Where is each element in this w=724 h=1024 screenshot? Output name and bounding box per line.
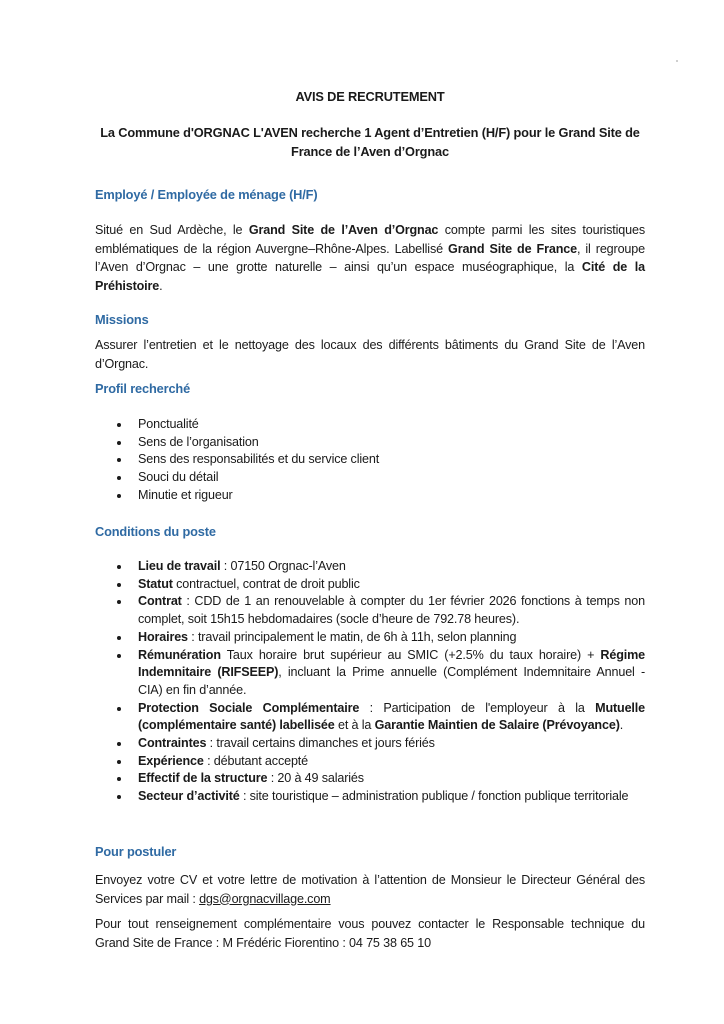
bullet-icon [117,795,121,799]
condition-text: . [619,718,624,733]
missions-heading: Missions [95,312,149,327]
bullet-icon [117,777,121,781]
job-title-heading: Employé / Employée de ménage (H/F) [95,187,318,202]
conditions-list [95,558,645,806]
condition-text: Taux horaire brut supérieur au SMIC (+2.5% du taux horaire) + [220,647,601,662]
condition-text: contractuel, contrat de droit public [172,576,360,591]
condition-label: Secteur d’activité [138,789,240,804]
condition-text: , incluant la Prime annuelle (Complément Indemnitaire Annuel - CIA) en fin d’année. [138,665,645,697]
intro-text: Situé en Sud Ardèche, le [95,223,249,237]
condition-text: : site touristique – administration publique / fonction publique territoriale [239,789,629,804]
postuler-paragraph-1 [95,871,645,908]
condition-secteur [95,788,645,806]
profil-heading: Profil recherché [95,381,191,396]
bullet-icon [117,583,121,587]
condition-text: : Participation de l'employeur à la [359,700,596,715]
subtitle-line-1: La Commune d'ORGNAC L'AVEN recherche 1 Agent d’Entretien (H/F) pour le Grand Site de [100,125,640,140]
intro-text: . [159,278,163,293]
bullet-icon [117,494,121,498]
condition-effectif [95,770,645,788]
postuler-heading: Pour postuler [95,844,177,859]
bullet-icon [117,760,121,764]
bullet-icon [117,441,121,445]
condition-label: Contraintes [138,736,207,751]
condition-lieu [95,558,645,576]
condition-text: : 20 à 49 salariés [267,771,364,786]
bullet-icon [117,458,121,462]
subtitle-line-2: France de l’Aven d’Orgnac [291,144,449,159]
bullet-icon [117,423,121,427]
email-link[interactable]: dgs@orgnacvillage.com [199,891,331,906]
condition-remuneration [95,647,645,700]
intro-bold-cite: Cité de la Préhistoire [95,260,645,293]
condition-contraintes [95,735,645,753]
condition-text: et à la [334,718,375,733]
missions-paragraph: Assurer l’entretien et le nettoyage des locaux des différents bâtiments du Grand Site de l’Aven d’Orgnac. [95,338,645,371]
profil-list [95,416,645,505]
document-title: AVIS DE RECRUTEMENT [295,89,445,104]
bullet-icon [117,600,121,604]
document-subtitle [95,123,645,161]
scan-speck [676,60,678,62]
condition-horaires [95,629,645,647]
intro-paragraph [95,221,645,295]
condition-label: Statut [138,576,173,591]
condition-label: Contrat [138,594,182,609]
intro-bold-site: Grand Site de l’Aven d’Orgnac [248,223,439,237]
intro-bold-label: Grand Site de France [448,241,577,256]
condition-label: Régime Indemnitaire (RIFSEEP) [138,647,645,680]
profil-item [95,469,645,487]
bullet-icon [117,476,121,480]
condition-label: Lieu de travail [138,559,221,573]
profil-item-text: Minutie et rigueur [138,487,233,502]
postuler-text: Envoyez votre CV et votre lettre de motivation à l’attention de Monsieur le Directeur Général des Services par mail : [95,873,645,906]
profil-item-text: Sens de l’organisation [138,434,259,449]
condition-label: Rémunération [138,647,221,662]
condition-experience [95,753,645,771]
condition-contrat [95,593,645,628]
conditions-heading: Conditions du poste [95,524,216,539]
condition-text: : travail certains dimanches et jours fériés [206,736,435,751]
intro-text: compte parmi les sites touristiques emblématiques de la région Auvergne–Rhône-Alpes. Labellisé [95,223,646,256]
condition-label: Expérience [138,753,204,768]
condition-label: Mutuelle (complémentaire santé) labellisée [138,700,645,733]
bullet-icon [117,565,121,569]
condition-label: Garantie Maintien de Salaire (Prévoyance) [374,718,620,733]
condition-text: : débutant accepté [203,753,308,768]
bullet-icon [117,636,121,640]
condition-text: : travail principalement le matin, de 6h à 11h, selon planning [187,629,517,644]
postuler-paragraph-2: Pour tout renseignement complémentaire vous pouvez contacter le Responsable technique du Grand Site de France : M Frédéric Fiorentino : 04 75 38 65 10 [95,917,645,950]
profil-item-text: Sens des responsabilités et du service client [138,452,380,467]
profil-item [95,416,645,434]
condition-label: Protection Sociale Complémentaire [138,700,360,715]
profil-item [95,487,645,505]
bullet-icon [117,707,121,711]
profil-item [95,434,645,452]
profil-item-text: Ponctualité [138,417,199,431]
condition-statut [95,576,645,594]
profil-item-text: Souci du détail [138,470,219,485]
condition-text: : 07150 Orgnac-l’Aven [220,559,346,573]
profil-item [95,451,645,469]
condition-text: : CDD de 1 an renouvelable à compter du 1er février 2026 fonctions à temps non complet, soit 15h15 hebdomadaires (socle d’heure de 792.78 heures). [138,594,645,627]
condition-label: Effectif de la structure [138,771,268,786]
bullet-icon [117,742,121,746]
bullet-icon [117,654,121,658]
condition-label: Horaires [138,629,188,644]
intro-text: , il regroupe l’Aven d’Orgnac – une grotte naturelle – ainsi qu’un espace muséographique, la [95,241,645,274]
condition-protection-sociale [95,700,645,735]
